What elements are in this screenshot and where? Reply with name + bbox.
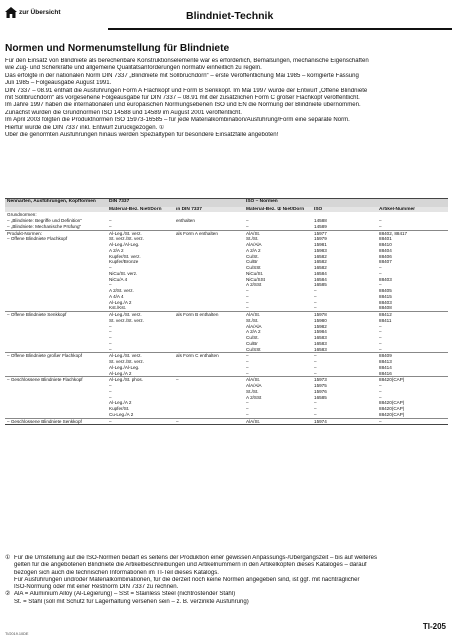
cell-iso: –: [314, 370, 317, 376]
intro-line: Im Jahre 1997 haben die internationalen und europäischen Normungsebenen ISO und EN die Normung der Blindniete übernommen.: [5, 102, 361, 109]
intro-line: Im April 2003 folgten die Produktnormen ISO 15973-16585 – für jede Materialkombination/Ausführung/Form eine separate Norm.: [5, 117, 350, 124]
footnote-line: ISO-Normung oder mit einer Restnorm DIN 7337 zu rechnen.: [14, 584, 179, 591]
footnotes: [5, 555, 447, 606]
page-header-title: Blindniet-Technik: [186, 10, 274, 22]
cell-material-iso: St./St.: [246, 388, 259, 394]
page-number: TI-205: [422, 622, 446, 631]
cell-artikel: 88416: [379, 370, 392, 376]
cell-material-iso: –: [246, 305, 249, 311]
cell-material-iso: –: [246, 370, 249, 376]
cell-artikel: 88414: [379, 364, 392, 370]
cell-iso: –: [314, 299, 317, 305]
home-icon: [5, 7, 17, 18]
cell-material-din: –: [109, 388, 112, 394]
intro-line: Für den Einsatz von Blindniete als berechenbare Konstruktionselemente war es erforderlich, Bemaßungen, mechanische Eigenschaften: [5, 58, 369, 64]
intro-line: Das erfolgte in der nationalen Norm DIN 7337 „Blindniete mit Sollbruchdorn“ – erste Veröffentlichung Mai 1985 – korrigierte Fassung: [5, 72, 359, 79]
cell-iso: 16585: [314, 282, 327, 288]
cell-artikel: –: [379, 340, 382, 346]
cell-in-din: –: [174, 418, 244, 425]
cell-material-iso: –: [246, 293, 249, 299]
cell-artikel: 88403: [379, 299, 392, 305]
cell-iso: 16582: [314, 253, 327, 259]
cell-iso: –: [312, 353, 377, 359]
cell-material-din: Al-Leg./St. verz.: [107, 353, 174, 359]
table-row: [5, 418, 448, 425]
cell-nennart: – Offene Blindniete Flachkopf: [7, 236, 68, 242]
col-header-din: DIN 7337: [107, 199, 244, 207]
cell-artikel: 88410: [379, 242, 392, 247]
cell-artikel: 88413: [379, 359, 392, 364]
cell-material-din: A 2/A 2: [109, 247, 124, 253]
cell-material-din: –: [109, 329, 112, 335]
footnote: [5, 555, 447, 591]
cell-material-din: Al-Leg./A 2: [109, 400, 132, 406]
cell-material-iso: Cu/Br: [246, 259, 258, 265]
cell-iso: 15973: [312, 377, 377, 383]
cell-iso: 16583: [314, 340, 327, 346]
cell-material-din: Cu-Leg./A 2: [109, 411, 134, 417]
cell-material-din: NiCu/A 4: [109, 276, 128, 282]
header-rule: [108, 28, 452, 30]
footnote-line: St. = Stahl (soll mit Schutz für Lagerhaltung versehen sein – z. B. verzinkte Ausführung): [14, 598, 249, 605]
cell-material-iso: A 2/SSt: [246, 394, 262, 400]
cell-artikel: 88406: [379, 253, 392, 259]
cell-artikel: 88420(CAP): [379, 406, 405, 411]
top-bar: [0, 0, 452, 31]
document-id: TI/2019.10DE: [5, 632, 29, 636]
cell-material-din: St. verz./St. verz.: [109, 359, 144, 364]
cell-nennart: Grundnormen:: [7, 212, 37, 218]
cell-material-iso: –: [244, 353, 312, 359]
cell-material-iso: NiCu/St.: [246, 270, 264, 276]
col-header-nennarten: Nennarten, Ausführungen, Kopfformen: [5, 199, 107, 207]
footnote-mark: ①: [5, 555, 11, 561]
cell-material-din: –: [109, 383, 112, 388]
subheader-iso: ISO: [312, 207, 377, 213]
cell-material-din: –: [109, 218, 112, 223]
footnote-text: [14, 555, 447, 591]
cell-iso: 16583: [314, 346, 327, 352]
cell-iso: 15980: [314, 317, 327, 323]
cell-material-din: Kupfer/St.: [109, 406, 130, 411]
cell-in-din: als Form B enthalten: [174, 312, 244, 318]
cell-material-din: NiCu/St. verz.: [109, 270, 138, 276]
cell-artikel: 88412: [377, 312, 448, 318]
cell-artikel: 88415: [379, 293, 392, 299]
cell-nennart: Produkt-Normen:: [5, 230, 107, 236]
cell-material-iso: A 2/SSt: [246, 282, 262, 288]
cell-iso: 16582: [314, 265, 327, 270]
cell-in-din: als Form C enthalten: [174, 353, 244, 359]
norms-table: [5, 198, 448, 425]
cell-artikel: –: [379, 282, 382, 288]
cell-iso: 15982: [314, 323, 327, 329]
footnote-text: [14, 591, 447, 606]
subheader-artikel-text: Artikel-Nummer: [379, 206, 416, 212]
cell-material-iso: Cu/St.: [246, 335, 259, 340]
cell-material-din: –: [107, 418, 174, 425]
cell-iso: 15975: [314, 383, 327, 388]
cell-nennart: – „Blindniete: Mechanische Prüfung“: [7, 223, 82, 229]
subheader-material-iso: [244, 207, 312, 213]
cell-material-iso: –: [246, 288, 249, 293]
cell-artikel: 88402, 88417: [377, 230, 448, 236]
cell-iso: –: [314, 293, 317, 299]
cell-material-iso: Cu/Br: [246, 340, 258, 346]
subheader-material-iso-text: Material-Bez. ② Niet/Dorn: [246, 206, 305, 212]
cell-artikel: 88409: [377, 353, 448, 359]
intro-text: [5, 58, 447, 139]
cell-artikel: –: [379, 323, 382, 329]
footnote-line: bezogen sich auch die technischen Informationen im TI-Teil dieses Katalogs.: [14, 569, 219, 576]
intro-line: Zunächst wurden die Grundnormen ISO 14588 und 14589 im August 2001 veröffentlicht.: [5, 109, 242, 116]
cell-artikel: –: [379, 223, 382, 229]
cell-iso: 16582: [314, 259, 327, 265]
cell-artikel: –: [379, 335, 382, 340]
home-label: zur Übersicht: [19, 9, 61, 16]
cell-artikel: 88403: [379, 276, 392, 282]
subheader-in-din: in DIN 7337: [174, 207, 244, 213]
cell-material-iso: A 2/A 2: [246, 329, 261, 335]
cell-iso: 16584: [314, 270, 327, 276]
cell-artikel: 88408: [379, 305, 392, 311]
cell-artikel: 88407: [379, 259, 392, 265]
cell-material-din: Kst./Kst.: [109, 305, 127, 311]
cell-iso: –: [314, 411, 317, 417]
table-header-row: [5, 199, 448, 207]
cell-material-din: A 4/A 4: [109, 293, 124, 299]
cell-iso: 15978: [312, 312, 377, 318]
cell-artikel: –: [379, 329, 382, 335]
cell-nennart: – „Blindniete: Begriffe und Definition“: [7, 218, 82, 223]
cell-material-din: Al-Leg./A 2: [109, 370, 132, 376]
cell-artikel: 88401: [379, 236, 392, 242]
footnote: [5, 591, 447, 606]
footnote-line: Für die Umstellung auf die ISO-Normen bedarf es seitens der Produktion einer gewissen Anpassungs-/Übergangszeit – bis auf weiteres: [14, 555, 378, 561]
subheader-material-din-text: Material-Bez. Niet/Dorn: [109, 206, 162, 212]
cell-material-din: Kupfer/Bronze: [109, 259, 139, 265]
footnote-line: AlA = Aluminium Alloy (Al-Legierung) – SSt = Stainless Steel (nichtrostender Stahl): [14, 591, 236, 598]
cell-material-din: St. verz./St. verz.: [109, 236, 144, 242]
cell-artikel: –: [379, 270, 382, 276]
cell-material-din: –: [109, 335, 112, 340]
cell-material-iso: –: [246, 218, 249, 223]
cell-material-iso: AlA/St.: [244, 418, 312, 425]
cell-material-iso: AlA/AlA: [246, 383, 262, 388]
cell-material-din: Al-Leg./St. verz.: [107, 312, 174, 318]
cell-iso: 14589: [314, 223, 327, 229]
cell-material-din: Al-Leg./Al-Leg.: [109, 242, 140, 247]
footnote-line: gelten für die angebotenen Blindniete die Artikelbeschreibungen und Artikelnummern in den Artikelköpfen dieses Kataloges – darauf: [14, 562, 367, 569]
page-title: Normen und Normenumstellung für Blindniete: [5, 43, 230, 54]
cell-material-iso: –: [246, 364, 249, 370]
cell-material-iso: St./St.: [246, 317, 259, 323]
cell-material-din: A 2/St. verz.: [109, 288, 134, 293]
cell-iso: –: [314, 400, 317, 406]
cell-artikel: 88405: [379, 288, 392, 293]
cell-material-din: Al-Leg./Al-Leg.: [109, 364, 140, 370]
cell-material-iso: Cu/SSt: [246, 346, 261, 352]
cell-iso: 15977: [312, 230, 377, 236]
col-header-iso: ISO – Normen: [244, 199, 448, 207]
cell-artikel: –: [377, 418, 448, 425]
cell-artikel: 88420(CAP): [379, 400, 405, 406]
cell-material-din: –: [109, 223, 112, 229]
cell-material-iso: AlA/St.: [244, 377, 312, 383]
cell-artikel: –: [379, 218, 382, 223]
cell-material-iso: –: [246, 406, 249, 411]
cell-nennart: – Offene Blindniete Senkkopf: [5, 312, 107, 318]
cell-material-din: Al-Leg./A 2: [109, 299, 132, 305]
cell-material-iso: –: [246, 359, 249, 364]
cell-iso: 15983: [314, 247, 327, 253]
cell-material-iso: A 2/A 2: [246, 247, 261, 253]
cell-in-din: als Form A enthalten: [174, 230, 244, 236]
cell-material-din: –: [109, 394, 112, 400]
cell-material-din: Al-Leg./St. verz.: [107, 230, 174, 236]
cell-material-iso: St./St.: [246, 236, 259, 242]
cell-artikel: 88411: [379, 317, 392, 323]
cell-iso: –: [314, 288, 317, 293]
intro-line: Über die genormten Ausführungen hinaus werden Spezialtypen für besondere Einsatzfälle angeboten!: [5, 132, 279, 139]
cell-artikel: 88420(CAP): [379, 411, 405, 417]
cell-iso: 14588: [314, 218, 327, 223]
cell-material-iso: –: [246, 400, 249, 406]
cell-iso: –: [314, 359, 317, 364]
cell-material-din: –: [109, 265, 112, 270]
cell-iso: –: [314, 406, 317, 411]
cell-material-din: –: [109, 282, 112, 288]
cell-artikel: 88420(CAP): [377, 377, 448, 383]
cell-artikel: –: [379, 265, 382, 270]
intro-line: wie Zug- und Scherkräfte und allgemeine Qualitätsanforderungen normativ einheitlich zu regeln.: [5, 65, 262, 72]
cell-material-iso: AlA/St.: [244, 230, 312, 236]
cell-iso: 16584: [314, 276, 327, 282]
cell-iso: 15984: [314, 329, 327, 335]
cell-nennart: – Geschlossene Blindniete Senkkopf: [5, 418, 107, 425]
cell-iso: 15981: [314, 242, 327, 247]
table-body: [5, 212, 448, 425]
cell-material-iso: AlA/AlA: [246, 242, 262, 247]
cell-material-iso: –: [246, 223, 249, 229]
footnote-mark: ②: [5, 591, 11, 598]
cell-material-din: –: [109, 323, 112, 329]
cell-material-iso: NiCu/SSt: [246, 276, 265, 282]
cell-material-iso: –: [246, 299, 249, 305]
home-link[interactable]: [5, 7, 61, 18]
cell-nennart: – Offene Blindniete großer Flachkopf: [5, 353, 107, 359]
cell-in-din: –: [174, 377, 244, 383]
intro-line: Hierfür wurde die DIN 7337 inkl. Entwurf zurückgezogen. ①: [5, 124, 165, 131]
cell-iso: 16583: [314, 335, 327, 340]
footnote-line: Für Ausführungen und/oder Materialkombinationen, für die derzeit noch keine Normen angegeben sind, ist ggf. mit nachträglicher: [14, 576, 360, 583]
cell-artikel: –: [379, 346, 382, 352]
cell-material-din: St. verz./St. verz.: [109, 317, 144, 323]
cell-iso: 15976: [314, 388, 327, 394]
cell-artikel: 88404: [379, 247, 392, 253]
cell-iso: 16585: [314, 394, 327, 400]
cell-artikel: –: [379, 383, 382, 388]
cell-material-din: –: [109, 340, 112, 346]
cell-iso: –: [314, 364, 317, 370]
intro-line: Juli 1985 – Folgeausgabe August 1991.: [5, 80, 112, 87]
cell-material-din: –: [109, 346, 112, 352]
cell-material-iso: AlA/AlA: [246, 323, 262, 329]
cell-nennart: – Geschlossene Blindniete Flachkopf: [5, 377, 107, 383]
cell-material-iso: –: [246, 411, 249, 417]
cell-material-iso: Cu/SSt: [246, 265, 261, 270]
cell-material-iso: AlA/St.: [244, 312, 312, 318]
cell-material-din: Al-Leg./St. phos.: [107, 377, 174, 383]
cell-iso: 15979: [314, 236, 327, 242]
cell-artikel: –: [379, 388, 382, 394]
cell-iso: 15974: [312, 418, 377, 425]
cell-iso: –: [314, 305, 317, 311]
cell-material-din: Kupfer/St. verz.: [109, 253, 141, 259]
intro-line: mit Sollbruchdorn“ als vorgesehene Folgeausgabe für DIN 7337 – 08.91 mit der zusätzlichen Form C großer Flachkopf veröffentlicht.: [5, 95, 360, 102]
cell-artikel: –: [379, 394, 382, 400]
cell-material-iso: Cu/St.: [246, 253, 259, 259]
cell-in-din: enthalten: [176, 218, 195, 223]
intro-line: DIN 7337 – 08.91 enthält die Ausführungen Form A Flachkopf und Form B Senkkopf. Im Mai 1997 wurde der Entwurf „Offene Blindniete: [5, 87, 368, 94]
